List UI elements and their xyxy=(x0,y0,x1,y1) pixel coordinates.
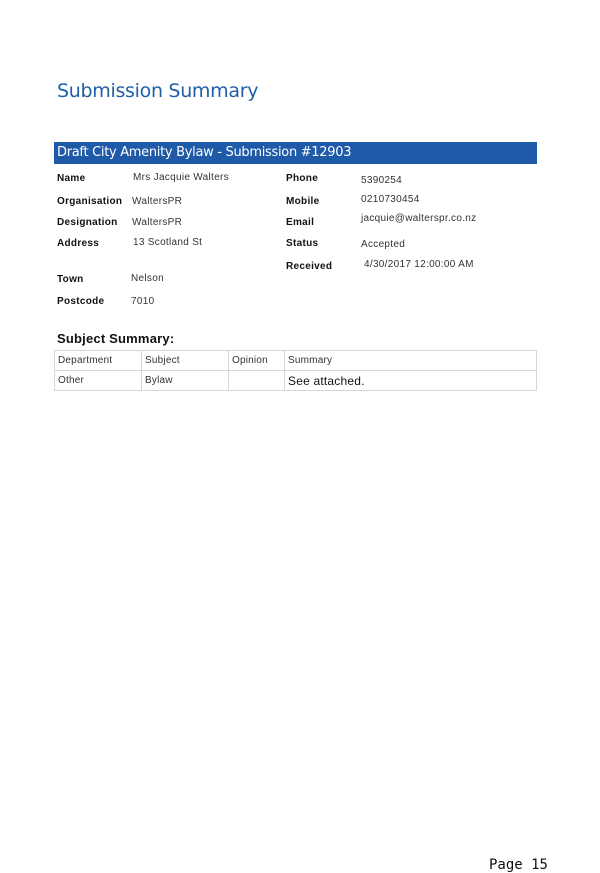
column-header: Department xyxy=(55,351,142,371)
received-value: 4/30/2017 12:00:00 AM xyxy=(364,259,474,270)
summary-cell: See attached. xyxy=(285,371,537,391)
department-cell: Other xyxy=(55,371,142,391)
name-value: Mrs Jacquie Walters xyxy=(133,172,229,183)
email-label: Email xyxy=(286,217,315,228)
column-header: Subject xyxy=(142,351,229,371)
address-value: 13 Scotland St xyxy=(133,237,203,248)
organisation-value: WaltersPR xyxy=(132,196,183,207)
table-row xyxy=(55,371,537,391)
designation-value: WaltersPR xyxy=(132,217,183,228)
name-label: Name xyxy=(57,173,86,184)
status-value: Accepted xyxy=(361,239,406,250)
submission-banner: Draft City Amenity Bylaw - Submission #12903 xyxy=(54,142,537,164)
received-label: Received xyxy=(286,261,333,272)
organisation-label: Organisation xyxy=(57,196,123,207)
table-header-row xyxy=(55,351,537,371)
subject-summary-heading: Subject Summary: xyxy=(57,331,175,346)
phone-value: 5390254 xyxy=(361,175,403,186)
page-title: Submission Summary xyxy=(57,80,259,102)
column-header: Opinion xyxy=(229,351,285,371)
status-label: Status xyxy=(286,238,319,249)
opinion-cell xyxy=(229,371,285,391)
phone-label: Phone xyxy=(286,173,319,184)
subject-cell: Bylaw xyxy=(142,371,229,391)
town-label: Town xyxy=(57,274,84,285)
page-number: Page 15 xyxy=(488,857,548,873)
postcode-label: Postcode xyxy=(57,296,105,307)
subject-summary-table xyxy=(54,350,537,391)
email-value: jacquie@walterspr.co.nz xyxy=(361,213,477,224)
column-header: Summary xyxy=(285,351,537,371)
town-value: Nelson xyxy=(131,273,164,284)
mobile-label: Mobile xyxy=(286,196,320,207)
designation-label: Designation xyxy=(57,217,118,228)
address-label: Address xyxy=(57,238,100,249)
mobile-value: 0210730454 xyxy=(361,194,420,205)
postcode-value: 7010 xyxy=(131,296,155,307)
